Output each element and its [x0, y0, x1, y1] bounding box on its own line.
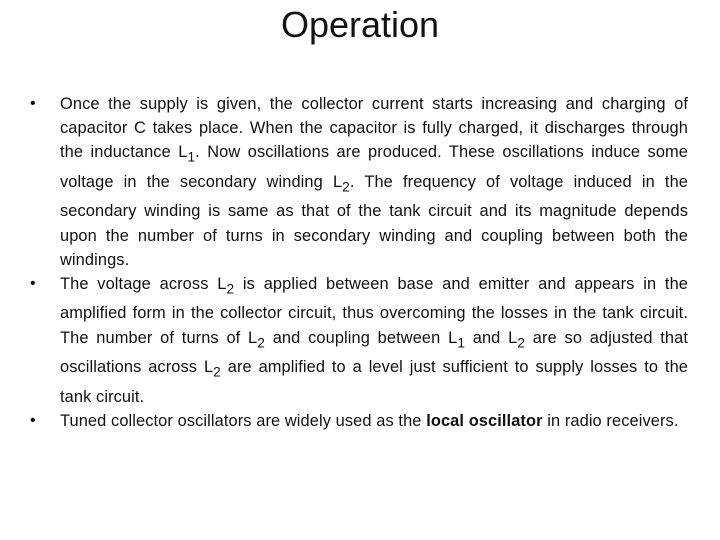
subscript: 2 [213, 364, 221, 380]
subscript: 2 [226, 281, 235, 297]
bullet-text [60, 275, 688, 406]
subscript: 2 [517, 334, 526, 350]
text-run: . The frequency of voltage induced in the secondary winding is same as that of the tank circuit and its magnitude depends upon the number of turns in secondary winding and coupling between both the windings. [60, 172, 688, 269]
bullet-text [60, 412, 678, 430]
slide-title: Operation [280, 4, 440, 45]
subscript: 1 [187, 149, 196, 165]
text-run: Tuned collector oscillators are widely used as the [60, 411, 427, 430]
text-run: and coupling between L [264, 328, 458, 347]
text-run: The voltage across L [60, 274, 227, 293]
subscript: 2 [257, 334, 265, 350]
bullet-dot-icon: • [30, 274, 36, 292]
text-run: are so adjusted that oscillations across L [60, 328, 689, 377]
bullet-list [28, 92, 688, 433]
bullet-item [28, 92, 688, 272]
text-run: and L [465, 328, 518, 347]
bullet-dot-icon: • [30, 411, 36, 429]
text-run: is applied between base and emitter and appears in the amplified form in the collector circuit, thus overcoming the losses in the tank circuit. The number of turns of L [60, 274, 689, 347]
subscript: 1 [457, 334, 466, 350]
text-run: . Now oscillations are produced. These oscillations induce some voltage in the secondary winding L [60, 143, 689, 191]
text-run: in radio receivers. [542, 411, 679, 430]
text-run: are amplified to a level just sufficient to supply losses to the tank circuit. [60, 358, 688, 406]
bold-term: local oscillator [426, 411, 543, 430]
bullet-text [60, 95, 688, 269]
bullet-item [28, 409, 688, 433]
bullet-dot-icon: • [30, 95, 36, 112]
bullet-item [28, 272, 688, 409]
subscript: 2 [342, 179, 350, 195]
text-run: Once the supply is given, the collector current starts increasing and charging of capacitor C takes place. When the capacitor is fully charged, it discharges through the inductance L [60, 95, 688, 162]
